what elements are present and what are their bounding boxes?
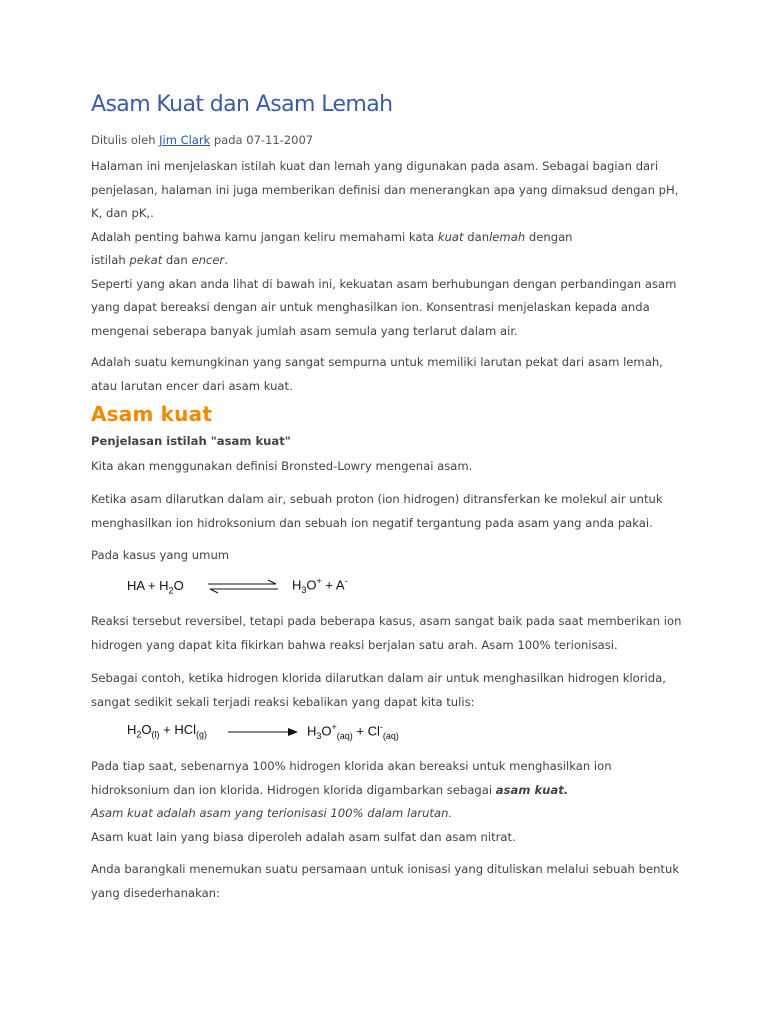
intro-paragraph <box>91 155 681 343</box>
text-line: Pada kasus yang umum <box>91 548 230 562</box>
text-line: Seperti yang akan anda lihat di bawah ini, kekuatan asam berhubungan dengan perbandingan asam <box>91 276 677 291</box>
text-line: hidroksonium dan ion klorida. Hidrogen klorida digambarkan sebagai asam kuat. <box>91 782 569 797</box>
text-line: penjelasan, halaman ini juga memberikan definisi dan menerangkan apa yang dimaksud dengan pH, <box>91 182 679 197</box>
text-line: Pada tiap saat, sebenarnya 100% hidrogen klorida akan bereaksi untuk menghasilkan ion <box>91 759 612 773</box>
text-line: istilah pekat dan encer. <box>91 253 228 267</box>
forward-arrow-icon <box>226 726 300 738</box>
paragraph <box>91 544 681 568</box>
section-heading: Asam kuat <box>91 402 213 426</box>
text-line: atau larutan encer dari asam kuat. <box>91 378 293 393</box>
text-line: sangat sedikit sekali terjadi reaksi kebalikan yang dapat kita tulis: <box>91 694 475 709</box>
page-title: Asam Kuat dan Asam Lemah <box>91 92 393 117</box>
byline <box>91 133 313 147</box>
text-line: yang disederhanakan: <box>91 885 220 900</box>
paragraph <box>91 351 681 398</box>
paragraph <box>91 488 681 535</box>
text-line: K, dan pK,. <box>91 206 154 220</box>
text-line: yang dapat bereaksi dengan air untuk menghasilkan ion. Konsentrasi menjelaskan kepada anda <box>91 300 650 314</box>
text-line: Halaman ini menjelaskan istilah kuat dan lemah yang digunakan pada asam. Sebagai bagian dari <box>91 159 659 173</box>
text-line: Adalah penting bahwa kamu jangan keliru memahami kata kuat danlemah dengan <box>91 229 573 244</box>
text-line: hidrogen yang dapat kita fikirkan bahwa reaksi berjalan satu arah. Asam 100% terionisasi. <box>91 637 618 652</box>
text-line: menghasilkan ion hidroksonium dan sebuah ion negatif tergantung pada asam yang anda pakai. <box>91 515 653 530</box>
text-line: Reaksi tersebut reversibel, tetapi pada beberapa kasus, asam sangat baik pada saat memberikan ion <box>91 614 682 628</box>
text-line: mengenai seberapa banyak jumlah asam semula yang terlarut dalam air. <box>91 323 518 338</box>
text-line: Asam kuat adalah asam yang terionisasi 100% dalam larutan. <box>91 806 453 820</box>
paragraph <box>91 667 681 714</box>
text-line: Kita akan menggunakan definisi Bronsted-Lowry mengenai asam. <box>91 459 473 473</box>
text-line: Anda barangkali menemukan suatu persamaan untuk ionisasi yang dituliskan melalui sebuah bentuk <box>91 862 680 876</box>
byline-date: pada 07-11-2007 <box>210 133 314 147</box>
paragraph <box>91 755 681 849</box>
equation-equilibrium-left: HA + $H_2O$ <box>127 578 184 596</box>
paragraph <box>91 610 681 657</box>
text-line: Ketika asam dilarutkan dalam air, sebuah proton (ion hidrogen) ditransferkan ke molekul air untuk <box>91 492 663 506</box>
author-link[interactable]: Jim Clark <box>159 133 211 147</box>
section-subheading: Penjelasan istilah "asam kuat" <box>91 434 291 448</box>
equation-hcl-right: $H_3O^+_{(aq)} + Cl^-_{(aq)}$ <box>307 722 399 741</box>
paragraph <box>91 858 681 905</box>
text-line: Asam kuat lain yang biasa diperoleh adalah asam sulfat dan asam nitrat. <box>91 829 516 844</box>
text-line: Sebagai contoh, ketika hidrogen klorida dilarutkan dalam air untuk menghasilkan hidrogen klorida, <box>91 671 666 685</box>
equilibrium-arrow-icon <box>206 579 280 595</box>
paragraph <box>91 455 681 479</box>
equation-hcl-left: $H_2O_{(l)} + HCl_{(g)}$ <box>127 722 208 740</box>
equation-equilibrium-right: $H_3O^+ + A^-$ <box>292 576 348 595</box>
byline-prefix: Ditulis oleh <box>91 133 160 147</box>
text-line: Adalah suatu kemungkinan yang sangat sempurna untuk memiliki larutan pekat dari asam lemah, <box>91 355 663 369</box>
